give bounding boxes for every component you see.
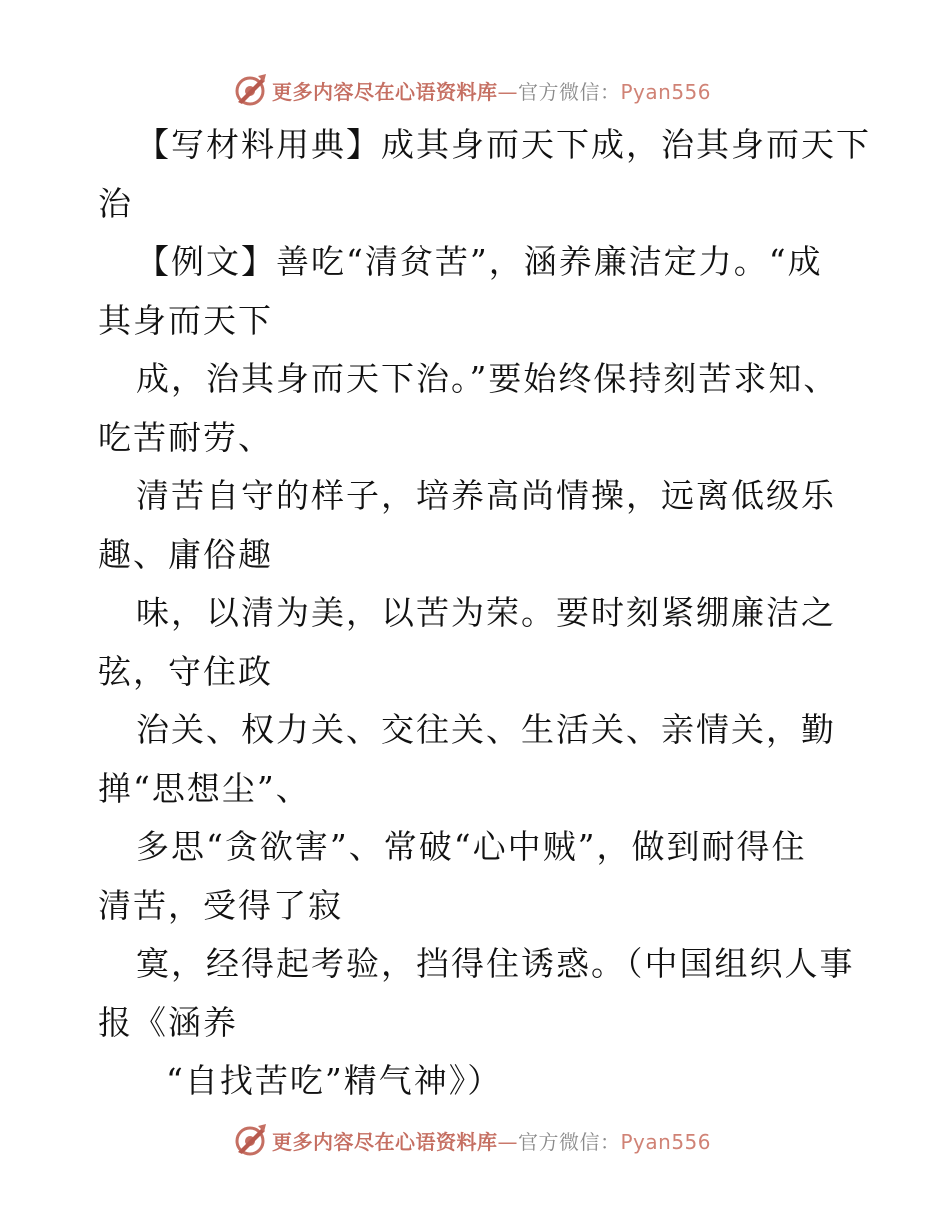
watermark-wechat-id: Pyan556 bbox=[620, 1129, 712, 1154]
text-line: 弦，守住政 bbox=[98, 651, 273, 691]
text-line: 寞，经得起考验，挡得住诱惑。（中国组织人事 bbox=[136, 944, 855, 983]
watermark-dash: — bbox=[497, 1129, 518, 1154]
text-line: 吃苦耐劳、 bbox=[98, 417, 273, 457]
text-line: 治关、权力关、交往关、生活关、亲情关，勤 bbox=[136, 710, 836, 749]
footer-watermark bbox=[232, 1120, 711, 1160]
watermark-brand: 更多内容尽在心语资料库 bbox=[272, 79, 498, 104]
text-line: 清苦自守的样子，培养高尚情操，远离低级乐 bbox=[136, 476, 836, 515]
document-body bbox=[98, 116, 871, 1111]
text-line: 治 bbox=[98, 183, 133, 223]
watermark-text bbox=[272, 1126, 711, 1155]
quill-pen-circle-icon bbox=[232, 1122, 268, 1158]
watermark-wechat-label: 官方微信： bbox=[518, 79, 621, 104]
text-line: 【例文】善吃“清贫苦”，涵养廉洁定力。“成 bbox=[136, 242, 823, 281]
text-line: 【写材料用典】成其身而天下成，治其身而天下 bbox=[136, 125, 871, 164]
text-line: 味，以清为美，以苦为荣。要时刻紧绷廉洁之 bbox=[136, 593, 836, 632]
text-line: 清苦，受得了寂 bbox=[98, 885, 343, 925]
watermark-brand: 更多内容尽在心语资料库 bbox=[272, 1129, 498, 1154]
text-line: 报《涵养 bbox=[98, 1002, 238, 1042]
text-line: “自找苦吃”精气神》） bbox=[166, 1061, 503, 1100]
watermark-dash: — bbox=[497, 79, 518, 104]
watermark-text bbox=[272, 76, 711, 105]
watermark-wechat-id: Pyan556 bbox=[620, 79, 712, 104]
watermark-wechat-label: 官方微信： bbox=[518, 1129, 621, 1154]
header-watermark bbox=[232, 70, 711, 110]
text-line: 其身而天下 bbox=[98, 300, 273, 340]
text-line: 趣、庸俗趣 bbox=[98, 534, 273, 574]
quill-pen-circle-icon bbox=[232, 72, 268, 108]
text-line: 多思“贪欲害”、常破“心中贼”，做到耐得住 bbox=[136, 827, 807, 866]
text-line: 掸“思想尘”、 bbox=[98, 768, 311, 808]
text-line: 成，治其身而天下治。”要始终保持刻苦求知、 bbox=[136, 359, 839, 398]
